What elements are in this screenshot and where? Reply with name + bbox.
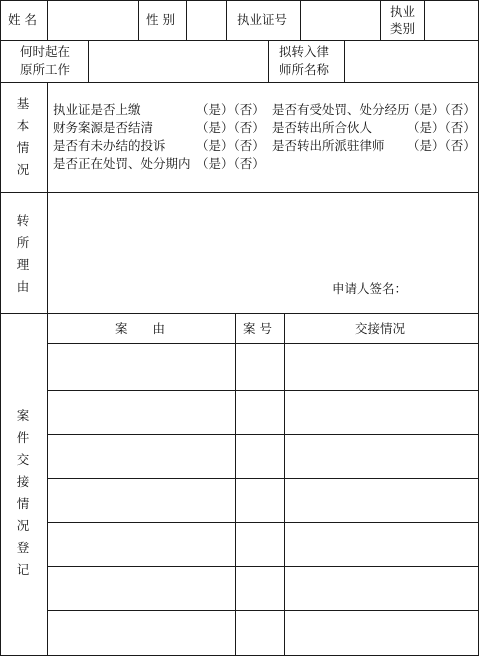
target-firm-field[interactable] <box>345 41 478 82</box>
gender-label: 性 别 <box>146 12 175 27</box>
r1-divider-4 <box>226 0 227 40</box>
case-row[interactable] <box>48 391 478 434</box>
target-firm-label-line1: 拟转入律 <box>279 44 330 59</box>
start-date-field[interactable] <box>89 41 268 82</box>
case-row[interactable] <box>48 435 478 478</box>
case-row[interactable] <box>48 611 478 655</box>
q-open-complaints: 是否有未办结的投诉 <box>53 138 166 153</box>
practice-type-label-line1: 执业 <box>390 4 416 19</box>
case-row[interactable] <box>48 567 478 610</box>
practice-type-label-line2: 类别 <box>390 21 416 36</box>
transfer-reason-section-label: 转所理由 <box>16 213 30 294</box>
start-date-label-line1: 何时起在 <box>20 44 71 59</box>
q-under-penalty: 是否正在处罚、处分期内 <box>53 156 191 171</box>
q-stationed-lawyer: 是否转出所派驻律师 <box>272 138 385 153</box>
q-under-penalty-options[interactable]: （是）（否） <box>196 156 265 171</box>
basic-info-section-label: 基本情况 <box>16 96 30 177</box>
q-finance-settled-options[interactable]: （是）（否） <box>196 120 265 135</box>
row-line-2 <box>0 82 479 83</box>
name-field[interactable] <box>48 1 138 40</box>
q-finance-settled: 财务案源是否结清 <box>53 120 154 135</box>
license-no-field[interactable] <box>301 1 380 40</box>
license-no-label: 执业证号 <box>237 12 288 27</box>
transfer-reason-field[interactable] <box>48 193 478 273</box>
border-left <box>0 0 1 656</box>
case-handover-section-label: 案件交接情况登记 <box>16 408 30 577</box>
col-header-cause: 案 由 <box>115 321 166 336</box>
name-label: 姓 名 <box>8 12 37 27</box>
case-row[interactable] <box>48 479 478 522</box>
q-prior-penalty: 是否有受处罚、处分经历 <box>272 102 410 117</box>
border-bottom <box>0 655 479 656</box>
q-license-surrendered: 执业证是否上缴 <box>53 102 141 117</box>
case-row[interactable] <box>48 344 478 390</box>
gender-field[interactable] <box>187 1 226 40</box>
q-partner: 是否转出所合伙人 <box>272 120 373 135</box>
q-stationed-lawyer-options[interactable]: （是）（否） <box>407 138 476 153</box>
r2-divider-2 <box>268 40 269 82</box>
applicant-signature-label: 申请人签名： <box>332 281 408 296</box>
r1-divider-6 <box>380 0 381 40</box>
col-header-case-no: 案 号 <box>243 321 272 336</box>
q-open-complaints-options[interactable]: （是）（否） <box>196 138 265 153</box>
q-prior-penalty-options[interactable]: （是）（否） <box>407 102 476 117</box>
case-row[interactable] <box>48 523 478 566</box>
col-header-handover: 交接情况 <box>355 321 406 336</box>
target-firm-label-line2: 师所名称 <box>279 62 330 77</box>
q-partner-options[interactable]: （是）（否） <box>407 120 476 135</box>
q-license-surrendered-options[interactable]: （是）（否） <box>196 102 265 117</box>
start-date-label-line2: 原所工作 <box>20 62 71 77</box>
row-line-4 <box>0 313 479 314</box>
r1-divider-2 <box>138 0 139 40</box>
practice-type-field[interactable] <box>425 1 478 40</box>
